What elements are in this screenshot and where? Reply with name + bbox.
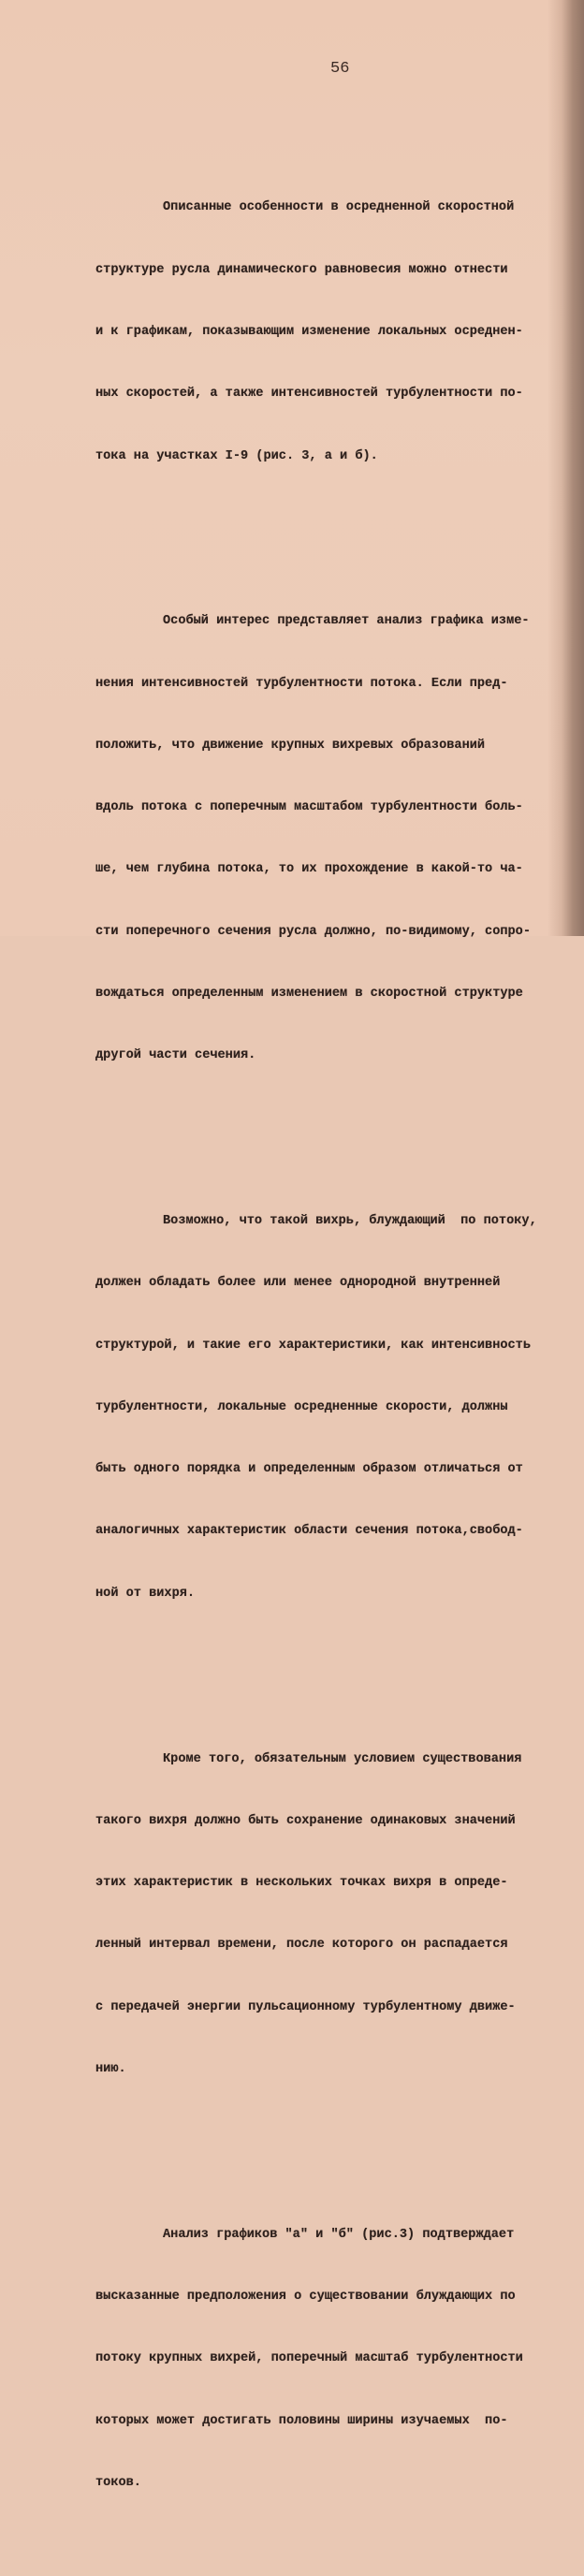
text-line: должен обладать более или менее однородной внутренней (95, 1276, 501, 1291)
text-line: ной от вихря. (95, 1586, 196, 1601)
text-line: Анализ графиков "а" и "б" (рис.3) подтверждает (163, 2227, 515, 2242)
text-line: вдоль потока с поперечным масштабом турбулентности боль- (95, 800, 523, 815)
text-line: вождаться определенным изменением в скоростной структуре (95, 987, 523, 1002)
text-line: Описанные особенности в осредненной скоростной (163, 200, 515, 215)
paragraph-3 (95, 1170, 582, 1646)
page-number: 56 (330, 60, 350, 78)
text-line: нения интенсивностей турбулентности потока. Если пред- (95, 676, 508, 691)
text-line: которых может достигать половины ширины изучаемых по- (95, 2413, 508, 2428)
text-line: высказанные предположения о существовании блуждающих по (95, 2289, 516, 2304)
paragraph-4 (95, 1707, 582, 2121)
text-line: с передачей энергии пульсационному турбулентному движе- (95, 1999, 516, 2014)
text-line: потоку крупных вихрей, поперечный масштаб турбулентности (95, 2351, 523, 2366)
text-line: аналогичных характеристик области сечения потока,свобод- (95, 1524, 523, 1539)
text-line: токов. (95, 2475, 141, 2490)
text-line: такого вихря должно быть сохранение одинаковых значений (95, 1813, 516, 1828)
text-line: структуре русла динамического равновесия можно отнести (95, 262, 508, 277)
body-text (95, 95, 582, 2576)
text-line: структурой, и такие его характеристики, как интенсивность (95, 1338, 531, 1353)
text-line: и к графикам, показывающим изменение локальных осреднен- (95, 325, 523, 340)
text-line: турбулентности, локальные осредненные скорости, должны (95, 1399, 508, 1414)
paragraph-5 (95, 2183, 582, 2535)
text-line: ленный интервал времени, после которого он распадается (95, 1938, 508, 1953)
paragraph-2 (95, 570, 582, 1107)
text-line: нию. (95, 2061, 126, 2076)
text-line: положить, что движение крупных вихревых образований (95, 738, 486, 753)
text-line: сти поперечного сечения русла должно, по-видимому, сопро- (95, 924, 531, 939)
text-line: этих характеристик в нескольких точках вихря в опреде- (95, 1876, 508, 1891)
text-line: другой части сечения. (95, 1048, 256, 1063)
text-line: быть одного порядка и определенным образом отличаться от (95, 1462, 523, 1477)
text-line: Кроме того, обязательным условием существования (163, 1751, 522, 1766)
text-line: ных скоростей, а также интенсивностей турбулентности по- (95, 387, 523, 402)
text-line: Возможно, что такой вихрь, блуждающий по потоку, (163, 1214, 537, 1229)
text-line: тока на участках I-9 (рис. 3, а и б). (95, 448, 378, 463)
text-line: Особый интерес представляет анализ графика изме- (163, 614, 530, 629)
paragraph-1 (95, 156, 582, 508)
text-line: ше, чем глубина потока, то их прохождение в какой-то ча- (95, 862, 523, 877)
